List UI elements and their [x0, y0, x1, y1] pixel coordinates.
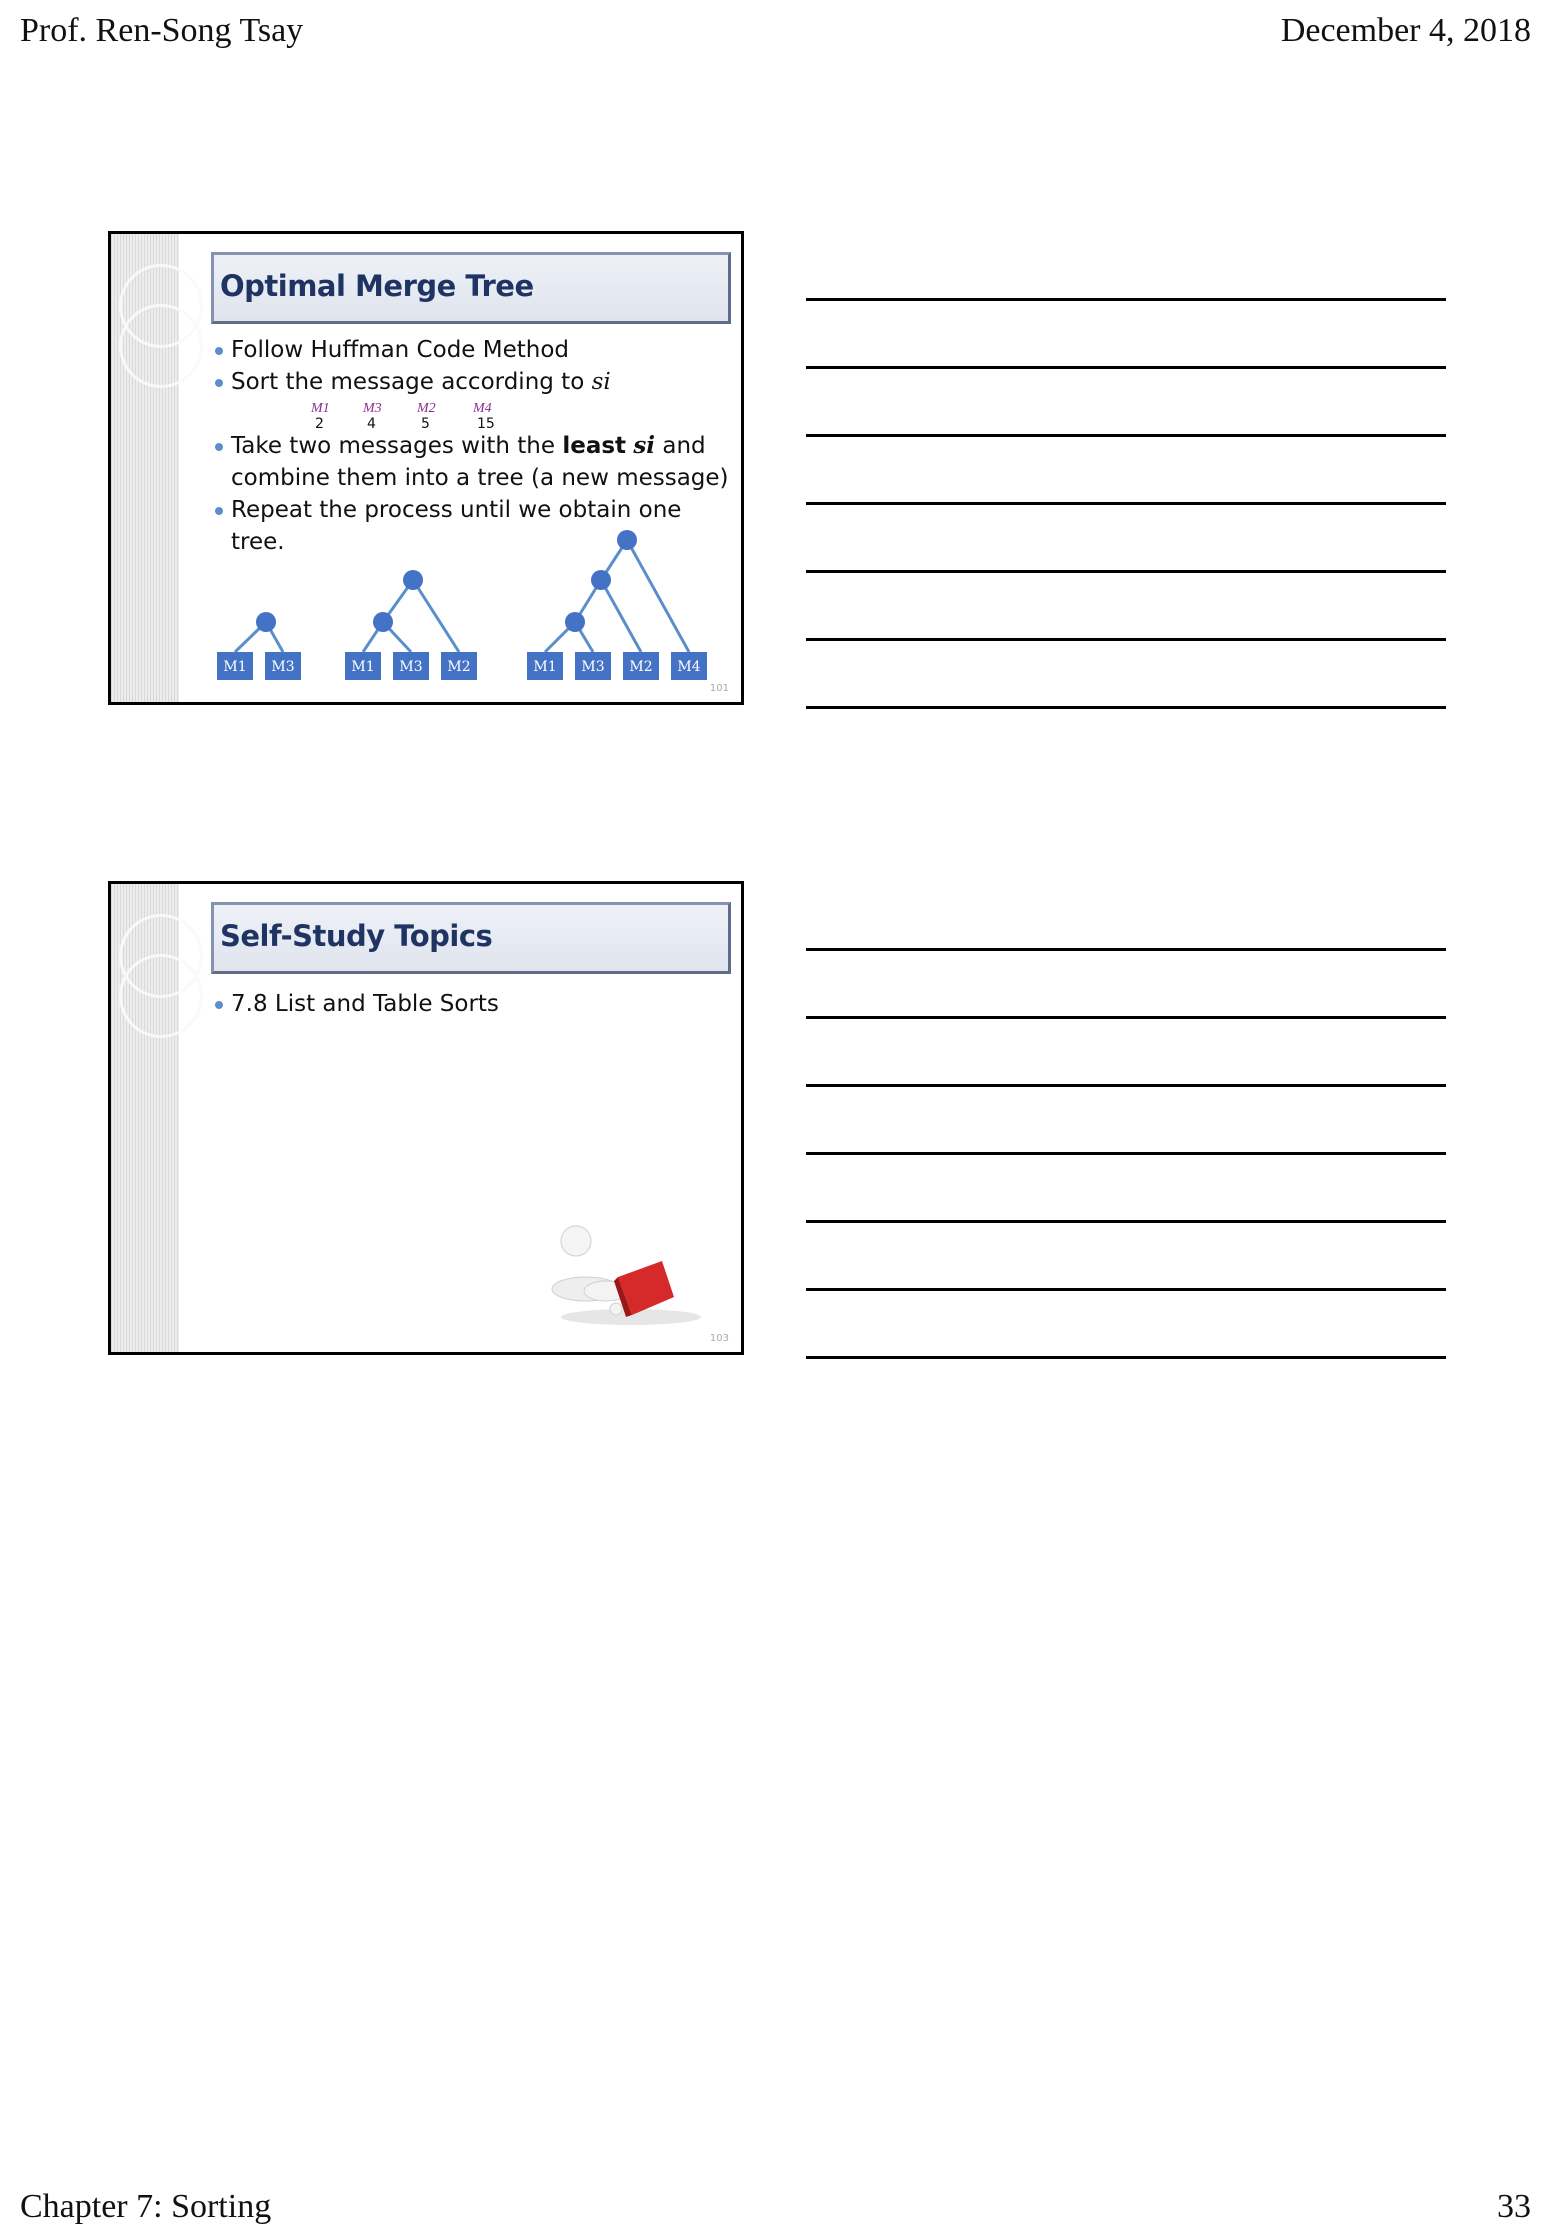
message-box-label: M1 — [533, 659, 557, 675]
tree-node — [373, 612, 393, 632]
message-box-label: M1 — [351, 659, 375, 675]
message-size: 4 — [367, 416, 376, 432]
bullet-text: and — [662, 433, 706, 459]
bullet-text: 7.8 List and Table Sorts — [231, 991, 499, 1017]
message-size: 5 — [421, 416, 430, 432]
note-line — [806, 638, 1446, 641]
reading-figure-icon — [546, 1219, 716, 1329]
tree-edge — [601, 580, 641, 652]
message-box-label: M4 — [677, 659, 701, 675]
message-box-label: M3 — [271, 659, 295, 675]
slide-side-stripe — [111, 884, 179, 1352]
header-author: Prof. Ren-Song Tsay — [20, 12, 304, 49]
note-line — [806, 502, 1446, 505]
tree-node — [565, 612, 585, 632]
bullet-continuation: combine them into a tree (a new message) — [231, 465, 729, 491]
bullet-text: Follow Huffman Code Method — [231, 337, 570, 363]
message-box-label: M3 — [399, 659, 423, 675]
bullet-list — [213, 988, 499, 1020]
message-size: 15 — [477, 416, 495, 432]
slide-self-study-topics — [108, 881, 744, 1355]
tree-node — [617, 530, 637, 550]
note-line — [806, 1084, 1446, 1087]
footer-page-number: 33 — [1497, 2188, 1531, 2225]
tree-node — [256, 612, 276, 632]
math-symbol: si — [633, 432, 656, 459]
footer-chapter: Chapter 7: Sorting — [20, 2188, 272, 2225]
bullet-text: Sort the message according to — [231, 369, 585, 395]
message-size: 2 — [315, 416, 324, 432]
slide-optimal-merge-tree — [108, 231, 744, 705]
bullet-bold-text: least — [562, 433, 627, 459]
note-line — [806, 1220, 1446, 1223]
bullet-continuation: tree. — [231, 529, 285, 555]
note-line — [806, 434, 1446, 437]
bullet-text: Take two messages with the — [231, 433, 556, 459]
note-line — [806, 706, 1446, 709]
message-label: M4 — [473, 401, 492, 416]
note-line — [806, 1288, 1446, 1291]
math-symbol: si — [591, 369, 611, 395]
note-line — [806, 1016, 1446, 1019]
slide-number: 101 — [709, 683, 729, 694]
decorative-circle-icon — [119, 954, 203, 1038]
tree-edge — [413, 580, 459, 652]
slide-title: Optimal Merge Tree — [220, 269, 534, 303]
slide-title-box — [211, 902, 731, 974]
bullet-item — [213, 988, 499, 1020]
message-label: M3 — [363, 401, 382, 416]
tree-node — [403, 570, 423, 590]
tree-edge — [627, 540, 689, 652]
message-box-label: M2 — [447, 659, 471, 675]
tree-node — [591, 570, 611, 590]
bullet-text: Repeat the process until we obtain one — [231, 497, 682, 523]
message-box-label: M2 — [629, 659, 653, 675]
note-line — [806, 1152, 1446, 1155]
note-line — [806, 298, 1446, 301]
slide-title: Self-Study Topics — [220, 919, 493, 953]
message-box-label: M3 — [581, 659, 605, 675]
note-line — [806, 1356, 1446, 1359]
note-line — [806, 366, 1446, 369]
slide-number: 103 — [709, 1333, 729, 1344]
note-line — [806, 570, 1446, 573]
merge-tree-diagrams — [111, 234, 744, 705]
note-line — [806, 948, 1446, 951]
message-label: M1 — [311, 401, 330, 416]
message-box-label: M1 — [223, 659, 247, 675]
header-date: December 4, 2018 — [1280, 12, 1531, 49]
message-label: M2 — [417, 401, 436, 416]
